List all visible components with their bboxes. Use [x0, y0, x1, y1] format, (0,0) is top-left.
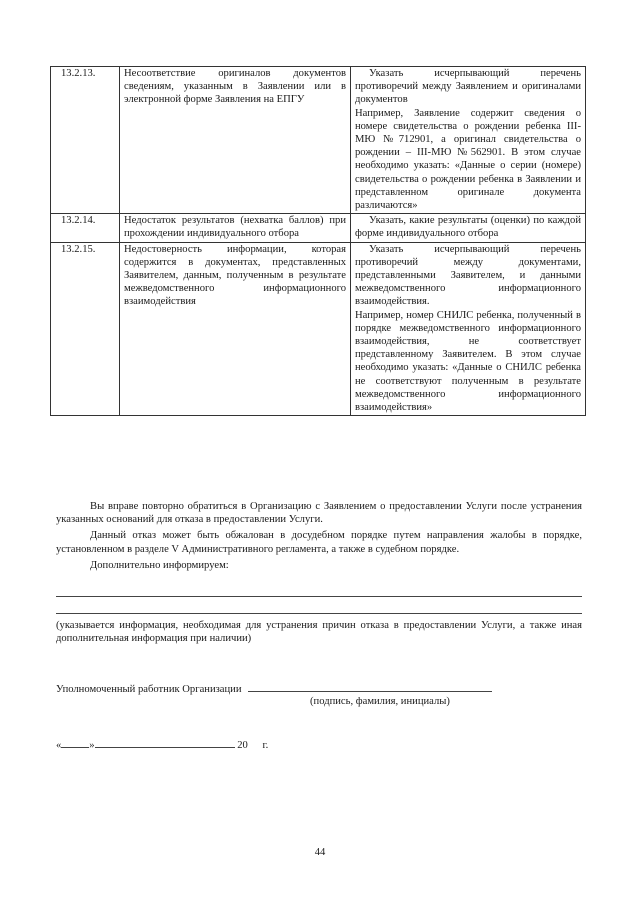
- year-suffix: г.: [262, 740, 269, 751]
- body-text: [56, 500, 582, 572]
- explanation-instruction: Указать исчерпывающий перечень противоречий между документами, представленными Заявителем, и данными межведомственного информационного взаимодействия.: [355, 243, 581, 308]
- day-blank: [61, 737, 89, 748]
- reason-explanation: [351, 242, 586, 416]
- reason-text: Недостоверность информации, которая содержится в документах, представленных Заявителем, данным, полученным в результате межведомственного информационного взаимодействия: [120, 242, 351, 416]
- month-blank: [95, 737, 235, 748]
- signature-line: [248, 681, 492, 692]
- explanation-example: Например, номер СНИЛС ребенка, полученный в порядке межведомственного информационного взаимодействия, не соответствует представленному Заявителем. В этом случае необходимо указать: «Данные о СНИЛС ребенка не соответствуют полученным в результате межведомственного информационного взаимодействия»: [355, 309, 581, 414]
- signature-caption: (подпись, фамилия, инициалы): [310, 696, 450, 707]
- reason-code: 13.2.14.: [51, 214, 120, 242]
- reason-text: Недостаток результатов (нехватка баллов) при прохождении индивидуального отбора: [120, 214, 351, 242]
- reason-text: Несоответствие оригиналов документов сведениям, указанным в Заявлении или в электронной форме Заявления на ЕПГУ: [120, 67, 351, 214]
- signature-row: [56, 681, 582, 696]
- paragraph-additional-info: Дополнительно информируем:: [90, 559, 229, 571]
- reason-code: 13.2.15.: [51, 242, 120, 416]
- explanation-example: Например, Заявление содержит сведения о номере свидетельства о рождении ребенка III-МЮ №712901, а оригинал свидетельства о рождении – III-МЮ №562901. В этом случае необходимо указать: «Данные о серии (номере) свидетельства о рождении ребенка в Заявлении и представленном оригинале документа различаются»: [355, 107, 581, 212]
- table-row: [51, 67, 586, 214]
- date-open-quote: «: [56, 740, 62, 751]
- paragraph-repeat-application: Вы вправе повторно обратиться в Организацию с Заявлением о предоставлении Услуги после устранения указанных оснований для отказа в предоставлении Услуги.: [56, 501, 582, 526]
- table-row: [51, 214, 586, 242]
- info-line-2: [56, 613, 582, 614]
- date-close-quote: »: [89, 740, 95, 751]
- info-line-1: [56, 596, 582, 597]
- explanation-instruction: Указать, какие результаты (оценки) по каждой форме индивидуального отбора: [355, 215, 581, 240]
- reason-explanation: [351, 67, 586, 214]
- year-prefix: 20: [237, 740, 248, 751]
- paragraph-appeal: Данный отказ может быть обжалован в досудебном порядке путем направления жалобы в порядке, установленном в разделе V Административного регламента, а также в судебном порядке.: [56, 530, 582, 555]
- signature-label: Уполномоченный работник Организации: [56, 684, 242, 695]
- page-number: 44: [314, 847, 326, 858]
- reason-explanation: [351, 214, 586, 242]
- explanation-instruction: Указать исчерпывающий перечень противоречий между Заявлением и оригиналами документов: [355, 68, 581, 106]
- reason-code: 13.2.13.: [51, 67, 120, 214]
- table-row: [51, 242, 586, 416]
- date-row: [56, 737, 268, 752]
- info-note: (указывается информация, необходимая для устранения причин отказа в предоставлении Услуги, а также иная дополнительная информация при наличии): [56, 620, 582, 645]
- refusal-reasons-table: [50, 66, 586, 416]
